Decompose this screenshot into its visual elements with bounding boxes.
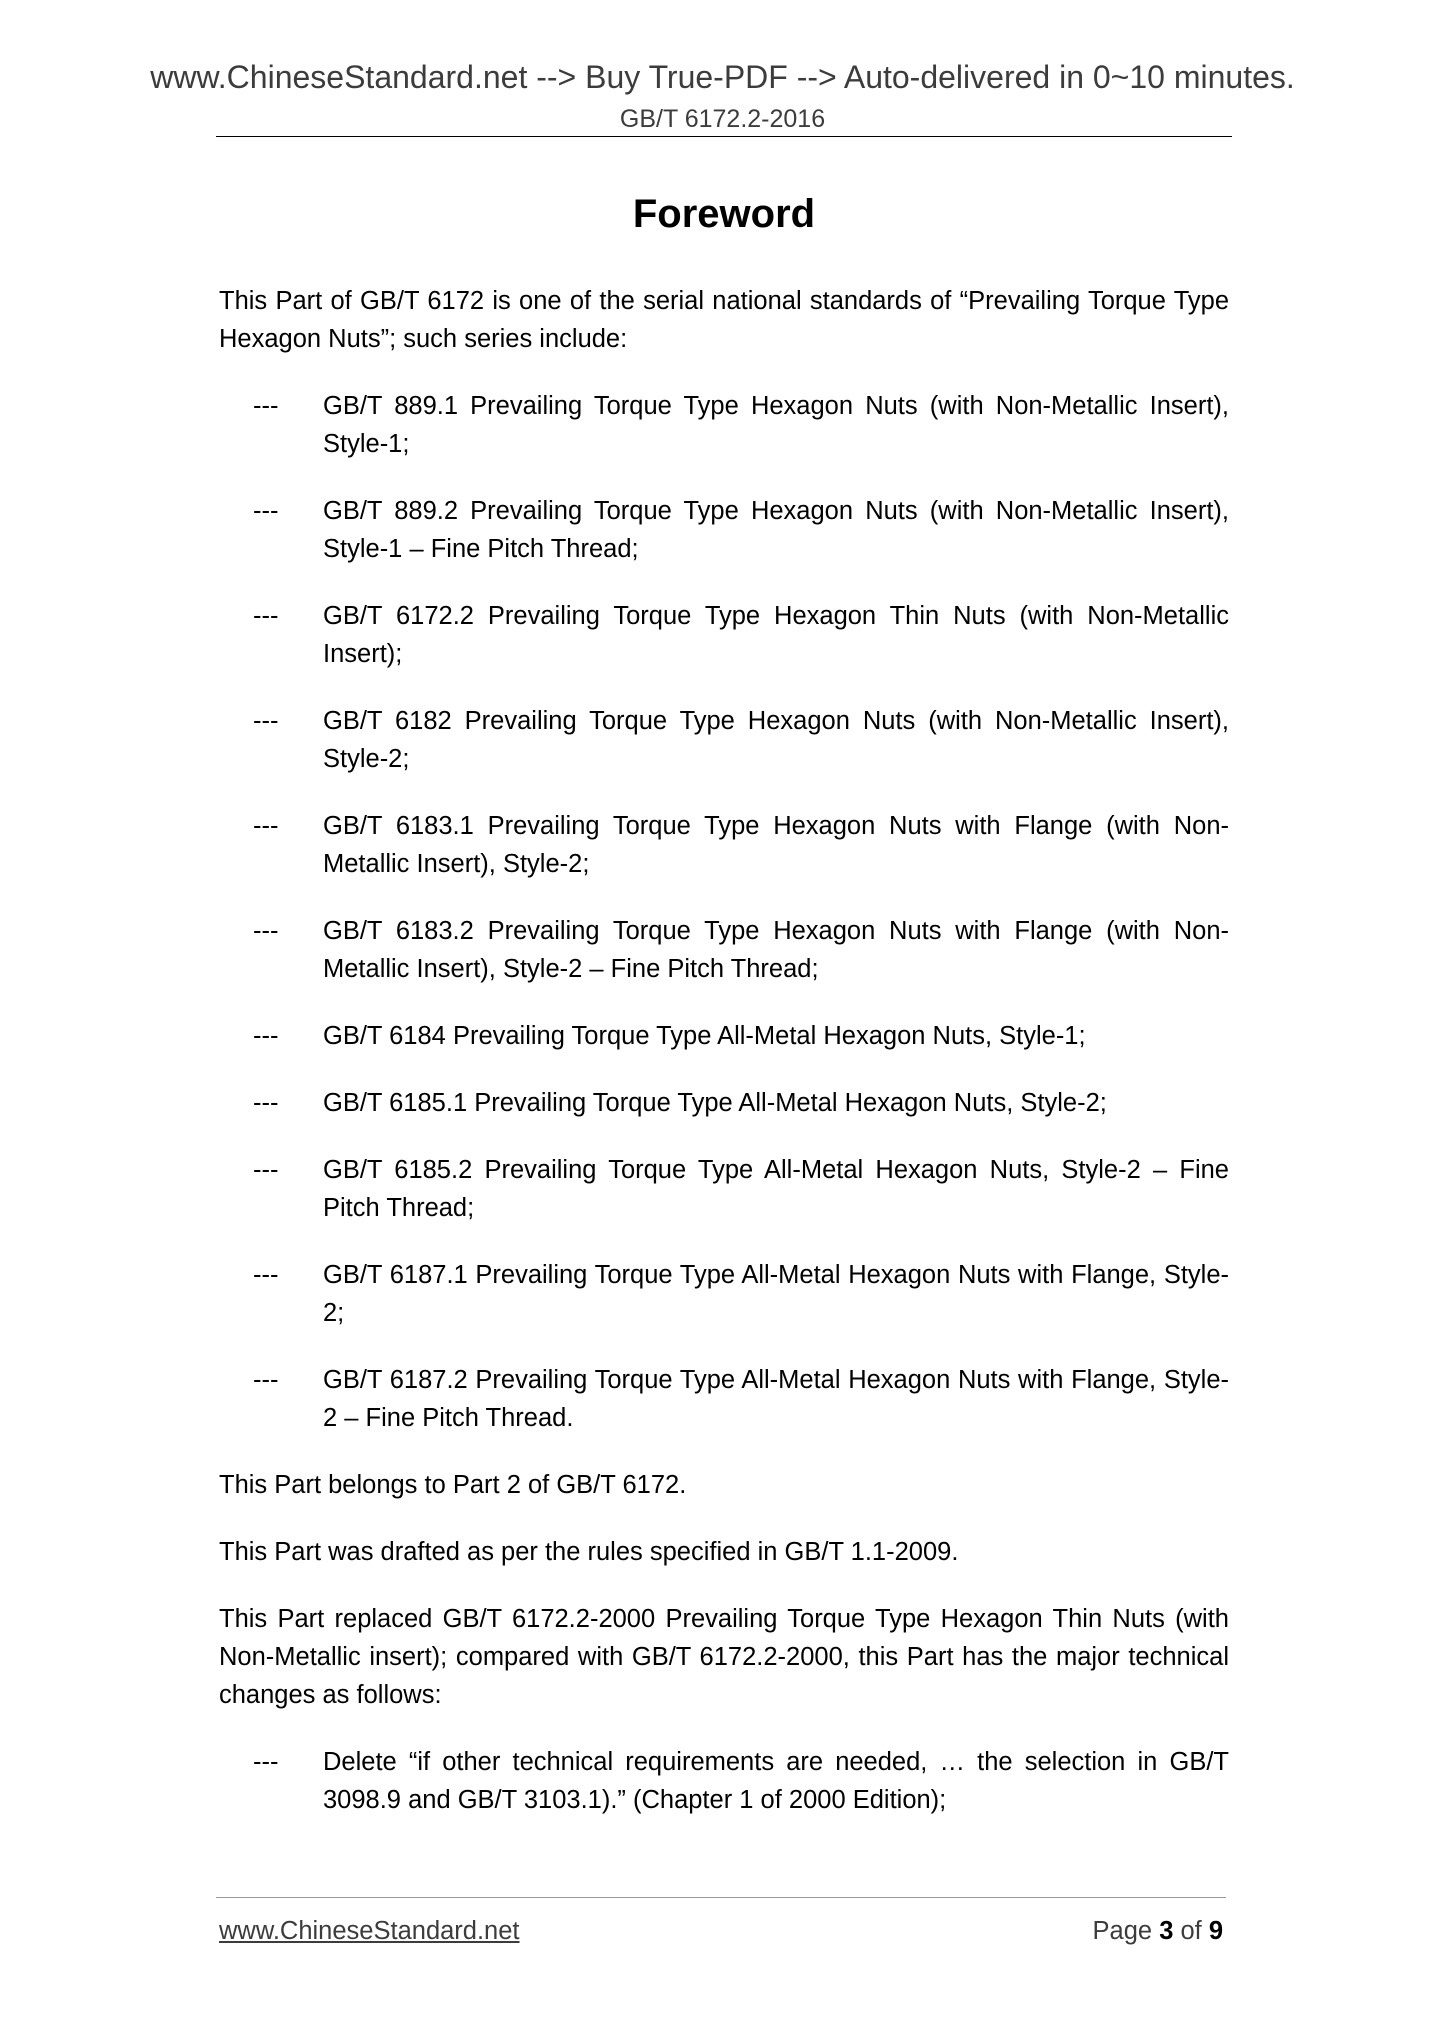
list-item-text: GB/T 6172.2 Prevailing Torque Type Hexagon Thin Nuts (with Non-Metallic Insert);: [323, 602, 1229, 668]
list-item-text: GB/T 6187.1 Prevailing Torque Type All-Metal Hexagon Nuts with Flange, Style-2;: [323, 1261, 1229, 1327]
drafted-paragraph: This Part was drafted as per the rules specified in GB/T 1.1-2009.: [219, 1538, 959, 1566]
list-item: [253, 1017, 1229, 1055]
list-item-text: GB/T 889.1 Prevailing Torque Type Hexagon Nuts (with Non-Metallic Insert), Style-1;: [323, 392, 1229, 458]
list-dash: ---: [253, 917, 279, 945]
list-dash: ---: [253, 1089, 279, 1117]
list-dash: ---: [253, 812, 279, 840]
list-dash: ---: [253, 497, 279, 525]
list-item: [253, 702, 1229, 778]
intro-paragraph: This Part of GB/T 6172 is one of the serial national standards of “Prevailing Torque Type Hexagon Nuts”; such series include:: [219, 287, 1229, 353]
page-of: of: [1173, 1917, 1209, 1945]
list-dash: ---: [253, 1748, 279, 1776]
list-item-text: GB/T 889.2 Prevailing Torque Type Hexagon Nuts (with Non-Metallic Insert), Style-1 – Fine Pitch Thread;: [323, 497, 1229, 563]
page-title: Foreword: [632, 192, 816, 236]
list-item-text: GB/T 6183.1 Prevailing Torque Type Hexagon Nuts with Flange (with Non-Metallic Insert), Style-2;: [323, 812, 1229, 878]
page-prefix: Page: [1092, 1917, 1160, 1945]
page-current: 3: [1159, 1917, 1174, 1945]
list-dash: ---: [253, 602, 279, 630]
list-item: [253, 1151, 1229, 1227]
series-list: [219, 387, 1229, 1437]
list-item-text: GB/T 6187.2 Prevailing Torque Type All-Metal Hexagon Nuts with Flange, Style-2 – Fine Pitch Thread.: [323, 1366, 1229, 1432]
list-item-text: Delete “if other technical requirements are needed, … the selection in GB/T 3098.9 and GB/T 3103.1).” (Chapter 1 of 2000 Edition);: [323, 1748, 1229, 1814]
list-item-text: GB/T 6184 Prevailing Torque Type All-Metal Hexagon Nuts, Style-1;: [323, 1022, 1086, 1050]
list-item: [253, 1743, 1229, 1819]
list-item: [253, 912, 1229, 988]
replaced-paragraph: This Part replaced GB/T 6172.2-2000 Prevailing Torque Type Hexagon Thin Nuts (with Non-Metallic insert); compared with GB/T 6172.2-2000, this Part has the major technical changes as follows:: [219, 1605, 1229, 1709]
list-item-text: GB/T 6185.1 Prevailing Torque Type All-Metal Hexagon Nuts, Style-2;: [323, 1089, 1107, 1117]
list-item: [253, 597, 1229, 673]
list-item: [253, 807, 1229, 883]
footer-site-link[interactable]: www.ChineseStandard.net: [219, 1917, 520, 1945]
list-dash: ---: [253, 707, 279, 735]
list-item: [253, 387, 1229, 463]
list-dash: ---: [253, 1261, 279, 1289]
list-item-text: GB/T 6182 Prevailing Torque Type Hexagon Nuts (with Non-Metallic Insert), Style-2;: [323, 707, 1229, 773]
header-divider: [216, 136, 1232, 137]
changes-list: [219, 1743, 1229, 1819]
page-header: [0, 56, 1445, 136]
header-promo-text: www.ChineseStandard.net --> Buy True-PDF --> Auto-delivered in 0~10 minutes.: [150, 59, 1295, 95]
list-dash: ---: [253, 1366, 279, 1394]
part-belongs-paragraph: This Part belongs to Part 2 of GB/T 6172.: [219, 1471, 687, 1499]
footer-divider: [216, 1897, 1226, 1898]
list-item: [253, 1084, 1229, 1122]
list-dash: ---: [253, 392, 279, 420]
document-body: [219, 186, 1229, 1848]
list-item-text: GB/T 6183.2 Prevailing Torque Type Hexagon Nuts with Flange (with Non-Metallic Insert), Style-2 – Fine Pitch Thread;: [323, 917, 1229, 983]
list-dash: ---: [253, 1156, 279, 1184]
list-item-text: GB/T 6185.2 Prevailing Torque Type All-Metal Hexagon Nuts, Style-2 – Fine Pitch Thread;: [323, 1156, 1229, 1222]
list-dash: ---: [253, 1022, 279, 1050]
list-item: [253, 1361, 1229, 1437]
page-total: 9: [1208, 1917, 1223, 1945]
page-number: [1093, 1917, 1223, 1946]
list-item: [253, 492, 1229, 568]
header-standard-number: GB/T 6172.2-2016: [619, 105, 826, 133]
list-item: [253, 1256, 1229, 1332]
